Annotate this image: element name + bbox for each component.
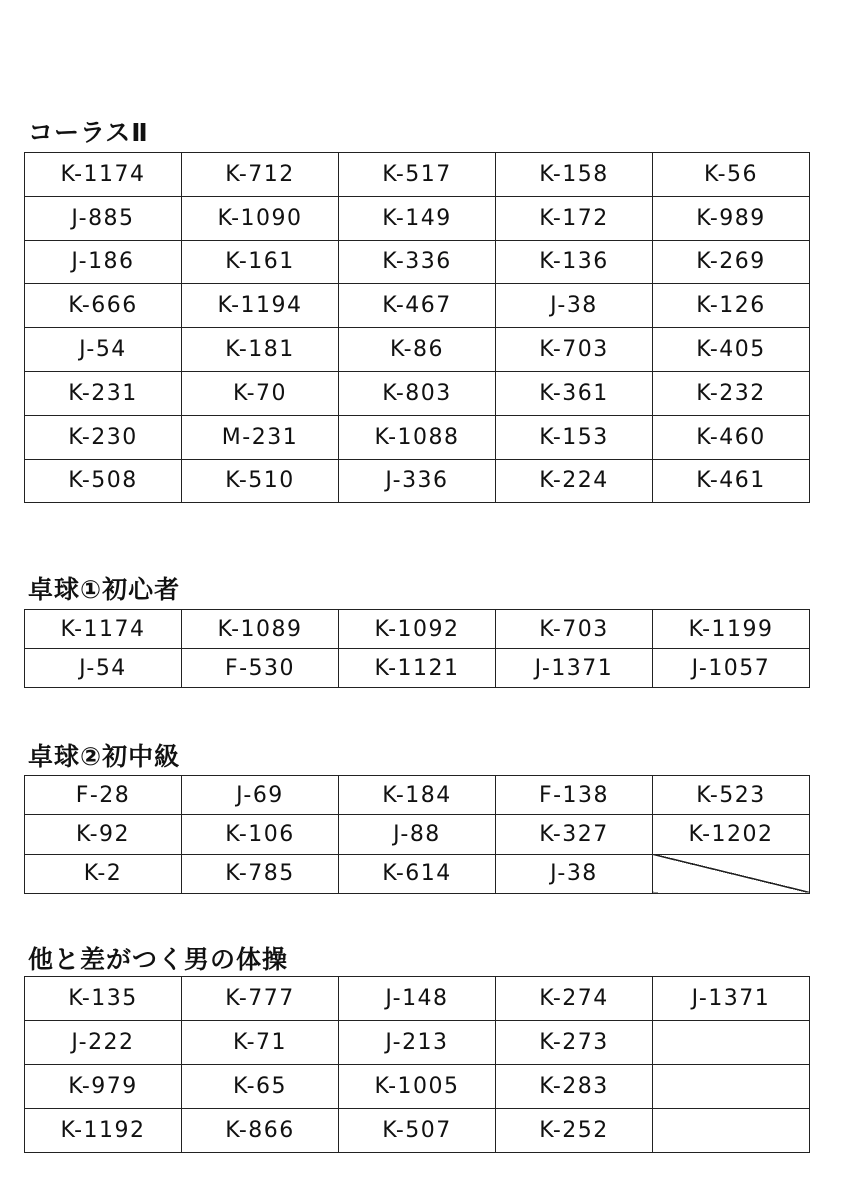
- table-row: [25, 977, 810, 1021]
- code-cell: K-803: [339, 371, 496, 415]
- code-cell: J-38: [496, 284, 653, 328]
- code-cell: K-273: [496, 1021, 653, 1065]
- code-cell: J-1371: [653, 977, 810, 1021]
- code-cell: K-507: [339, 1109, 496, 1153]
- code-cell: J-38: [496, 854, 653, 893]
- code-cell: K-1089: [182, 610, 339, 649]
- code-cell: F-530: [182, 649, 339, 688]
- code-cell: K-232: [653, 371, 810, 415]
- code-cell: K-703: [496, 610, 653, 649]
- code-cell: K-1092: [339, 610, 496, 649]
- table-row: [25, 610, 810, 649]
- code-cell: J-885: [25, 196, 182, 240]
- code-cell: K-230: [25, 415, 182, 459]
- code-cell: K-283: [496, 1065, 653, 1109]
- code-cell: J-336: [339, 459, 496, 503]
- code-cell: K-336: [339, 240, 496, 284]
- code-cell: K-126: [653, 284, 810, 328]
- code-cell: K-56: [653, 153, 810, 197]
- table-row: [25, 284, 810, 328]
- code-cell: J-148: [339, 977, 496, 1021]
- code-cell: J-54: [25, 328, 182, 372]
- code-cell: J-1057: [653, 649, 810, 688]
- empty-cell: [653, 1109, 810, 1153]
- code-cell: K-71: [182, 1021, 339, 1065]
- code-cell: K-106: [182, 815, 339, 854]
- code-cell: K-467: [339, 284, 496, 328]
- table-row: [25, 196, 810, 240]
- code-cell: J-69: [182, 776, 339, 815]
- code-cell: K-1174: [25, 610, 182, 649]
- code-cell: K-70: [182, 371, 339, 415]
- code-cell: K-523: [653, 776, 810, 815]
- table-row: [25, 459, 810, 503]
- code-cell: K-86: [339, 328, 496, 372]
- code-cell: K-1199: [653, 610, 810, 649]
- table-row: [25, 649, 810, 688]
- code-cell: K-510: [182, 459, 339, 503]
- code-cell: K-269: [653, 240, 810, 284]
- code-cell: J-88: [339, 815, 496, 854]
- code-cell: K-149: [339, 196, 496, 240]
- table-row: [25, 776, 810, 815]
- code-cell: K-517: [339, 153, 496, 197]
- section-heading: 他と差がつく男の体操: [28, 945, 289, 974]
- code-cell: K-252: [496, 1109, 653, 1153]
- code-cell: K-161: [182, 240, 339, 284]
- code-cell: K-136: [496, 240, 653, 284]
- code-cell: K-712: [182, 153, 339, 197]
- code-cell: K-361: [496, 371, 653, 415]
- code-cell: K-979: [25, 1065, 182, 1109]
- code-cell: K-231: [25, 371, 182, 415]
- empty-cell: [653, 1021, 810, 1065]
- crossed-out-cell: [653, 854, 810, 893]
- code-cell: J-1371: [496, 649, 653, 688]
- code-cell: K-989: [653, 196, 810, 240]
- code-cell: K-405: [653, 328, 810, 372]
- code-cell: M-231: [182, 415, 339, 459]
- code-table: [24, 609, 810, 688]
- code-cell: K-65: [182, 1065, 339, 1109]
- code-cell: K-1090: [182, 196, 339, 240]
- code-cell: F-28: [25, 776, 182, 815]
- code-cell: K-1174: [25, 153, 182, 197]
- table-row: [25, 815, 810, 854]
- code-cell: K-1202: [653, 815, 810, 854]
- code-cell: K-92: [25, 815, 182, 854]
- code-cell: K-181: [182, 328, 339, 372]
- code-cell: J-54: [25, 649, 182, 688]
- code-cell: K-785: [182, 854, 339, 893]
- table-row: [25, 415, 810, 459]
- code-cell: K-158: [496, 153, 653, 197]
- code-cell: K-172: [496, 196, 653, 240]
- table-row: [25, 1109, 810, 1153]
- code-cell: K-508: [25, 459, 182, 503]
- table-row: [25, 1021, 810, 1065]
- code-cell: K-461: [653, 459, 810, 503]
- section-heading: 卓球②初中級: [28, 742, 181, 771]
- code-cell: F-138: [496, 776, 653, 815]
- code-cell: J-222: [25, 1021, 182, 1065]
- table-row: [25, 153, 810, 197]
- table-row: [25, 1065, 810, 1109]
- code-cell: K-1192: [25, 1109, 182, 1153]
- code-table: [24, 976, 810, 1153]
- code-cell: K-1194: [182, 284, 339, 328]
- empty-cell: [653, 1065, 810, 1109]
- code-cell: K-2: [25, 854, 182, 893]
- code-table: [24, 152, 810, 503]
- table-row: [25, 371, 810, 415]
- section-heading: コーラスⅡ: [28, 118, 149, 147]
- table-row: [25, 240, 810, 284]
- code-cell: K-327: [496, 815, 653, 854]
- code-cell: K-274: [496, 977, 653, 1021]
- code-cell: K-460: [653, 415, 810, 459]
- code-cell: J-186: [25, 240, 182, 284]
- code-cell: K-153: [496, 415, 653, 459]
- code-cell: K-224: [496, 459, 653, 503]
- table-row: [25, 328, 810, 372]
- code-cell: K-184: [339, 776, 496, 815]
- code-cell: J-213: [339, 1021, 496, 1065]
- code-cell: K-1005: [339, 1065, 496, 1109]
- code-cell: K-135: [25, 977, 182, 1021]
- code-table: [24, 775, 810, 894]
- table-row: [25, 854, 810, 893]
- section-heading: 卓球①初心者: [28, 575, 181, 604]
- code-cell: K-666: [25, 284, 182, 328]
- code-cell: K-866: [182, 1109, 339, 1153]
- code-cell: K-1121: [339, 649, 496, 688]
- code-cell: K-614: [339, 854, 496, 893]
- code-cell: K-777: [182, 977, 339, 1021]
- code-cell: K-703: [496, 328, 653, 372]
- code-cell: K-1088: [339, 415, 496, 459]
